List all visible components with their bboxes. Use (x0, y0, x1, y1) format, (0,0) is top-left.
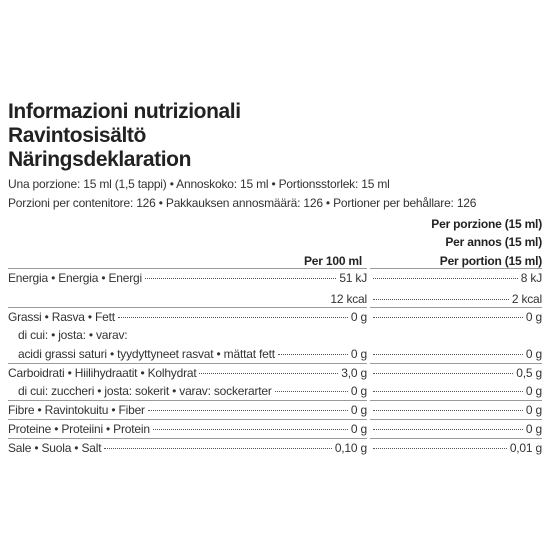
value-per-portion: 0 g (525, 422, 542, 436)
row-divider-left (8, 438, 367, 439)
value-per-portion: 0 g (525, 384, 542, 398)
value-per-portion: 0 g (525, 310, 542, 324)
header-per-portion-it: Per porzione (15 ml) (431, 217, 542, 231)
servings-per-container-line: Porzioni per contenitore: 126 • Pakkauksen annosmäärä: 126 • Portioner per behållare: 126 (8, 196, 477, 210)
value-per-portion: 0 g (525, 403, 542, 417)
value-per-100ml: 12 kcal (330, 292, 367, 306)
title-finnish: Ravintosisältö (8, 124, 146, 147)
row-saturated-fat (8, 346, 542, 362)
row-label: Grassi • Rasva • Fett (8, 310, 115, 324)
dot-leader (373, 373, 513, 374)
row-label: Fibre • Ravintokuitu • Fiber (8, 403, 145, 417)
row-label: di cui: zuccheri • josta: sokerit • varav: sockerarter (18, 384, 272, 398)
title-swedish: Näringsdeklaration (8, 148, 192, 171)
row-fibre (8, 402, 542, 418)
row-of-which (8, 327, 542, 343)
header-per-portion-sv: Per portion (15 ml) (439, 254, 542, 268)
dot-leader (145, 278, 336, 279)
row-carbohydrates (8, 365, 542, 381)
nutrition-label (8, 0, 542, 550)
value-per-portion: 2 kcal (511, 292, 542, 306)
dot-leader (373, 429, 523, 430)
row-label: Proteine • Proteiini • Protein (8, 422, 150, 436)
row-divider-right (370, 363, 542, 364)
value-per-100ml: 51 kJ (339, 271, 367, 285)
dot-leader (199, 373, 338, 374)
header-per-portion-fi: Per annos (15 ml) (445, 235, 542, 249)
row-divider-right (370, 419, 542, 420)
row-divider-left (8, 419, 367, 420)
value-per-100ml: 0 g (350, 310, 367, 324)
row-energy-kj (8, 270, 542, 286)
dot-leader (373, 410, 523, 411)
title-italian: Informazioni nutrizionali (8, 100, 241, 123)
row-protein (8, 421, 542, 437)
dot-leader (278, 354, 348, 355)
row-divider-left (8, 363, 367, 364)
header-per-100ml: Per 100 ml (304, 254, 363, 268)
row-label: Sale • Suola • Salt (8, 441, 102, 455)
dot-leader (104, 448, 332, 449)
row-divider-right (370, 438, 542, 439)
header-divider-left (8, 268, 367, 269)
dot-leader (373, 354, 523, 355)
row-divider-left (8, 400, 367, 401)
serving-size-line: Una porzione: 15 ml (1,5 tappi) • Annoskoko: 15 ml • Portionsstorlek: 15 ml (8, 177, 390, 191)
dot-leader (118, 317, 348, 318)
row-salt (8, 440, 542, 456)
value-per-100ml: 0 g (350, 422, 367, 436)
row-label: di cui: • josta: • varav: (18, 328, 128, 342)
dot-leader (373, 278, 518, 279)
value-per-portion: 8 kJ (520, 271, 542, 285)
row-divider-right (370, 307, 542, 308)
row-energy-kcal (8, 291, 542, 307)
dot-leader (153, 429, 348, 430)
value-per-100ml: 0 g (350, 347, 367, 361)
dot-leader (373, 391, 523, 392)
dot-leader (373, 299, 509, 300)
row-sugars (8, 383, 542, 399)
value-per-100ml: 3,0 g (341, 366, 367, 380)
value-per-100ml: 0,10 g (334, 441, 367, 455)
value-per-portion: 0 g (525, 347, 542, 361)
value-per-100ml: 0 g (350, 403, 367, 417)
value-per-portion: 0,5 g (516, 366, 542, 380)
dot-leader (373, 317, 523, 318)
dot-leader (373, 448, 507, 449)
dot-leader (275, 391, 348, 392)
value-per-100ml: 0 g (350, 384, 367, 398)
row-divider-left (8, 307, 367, 308)
dot-leader (148, 410, 348, 411)
row-label: acidi grassi saturi • tyydyttyneet rasvat • mättat fett (18, 347, 275, 361)
row-divider-right (370, 400, 542, 401)
header-divider-right (370, 268, 542, 269)
row-label: Carboidrati • Hiilihydraatit • Kolhydrat (8, 366, 197, 380)
value-per-portion: 0,01 g (509, 441, 542, 455)
row-fat (8, 309, 542, 325)
row-label: Energia • Energia • Energi (8, 271, 142, 285)
